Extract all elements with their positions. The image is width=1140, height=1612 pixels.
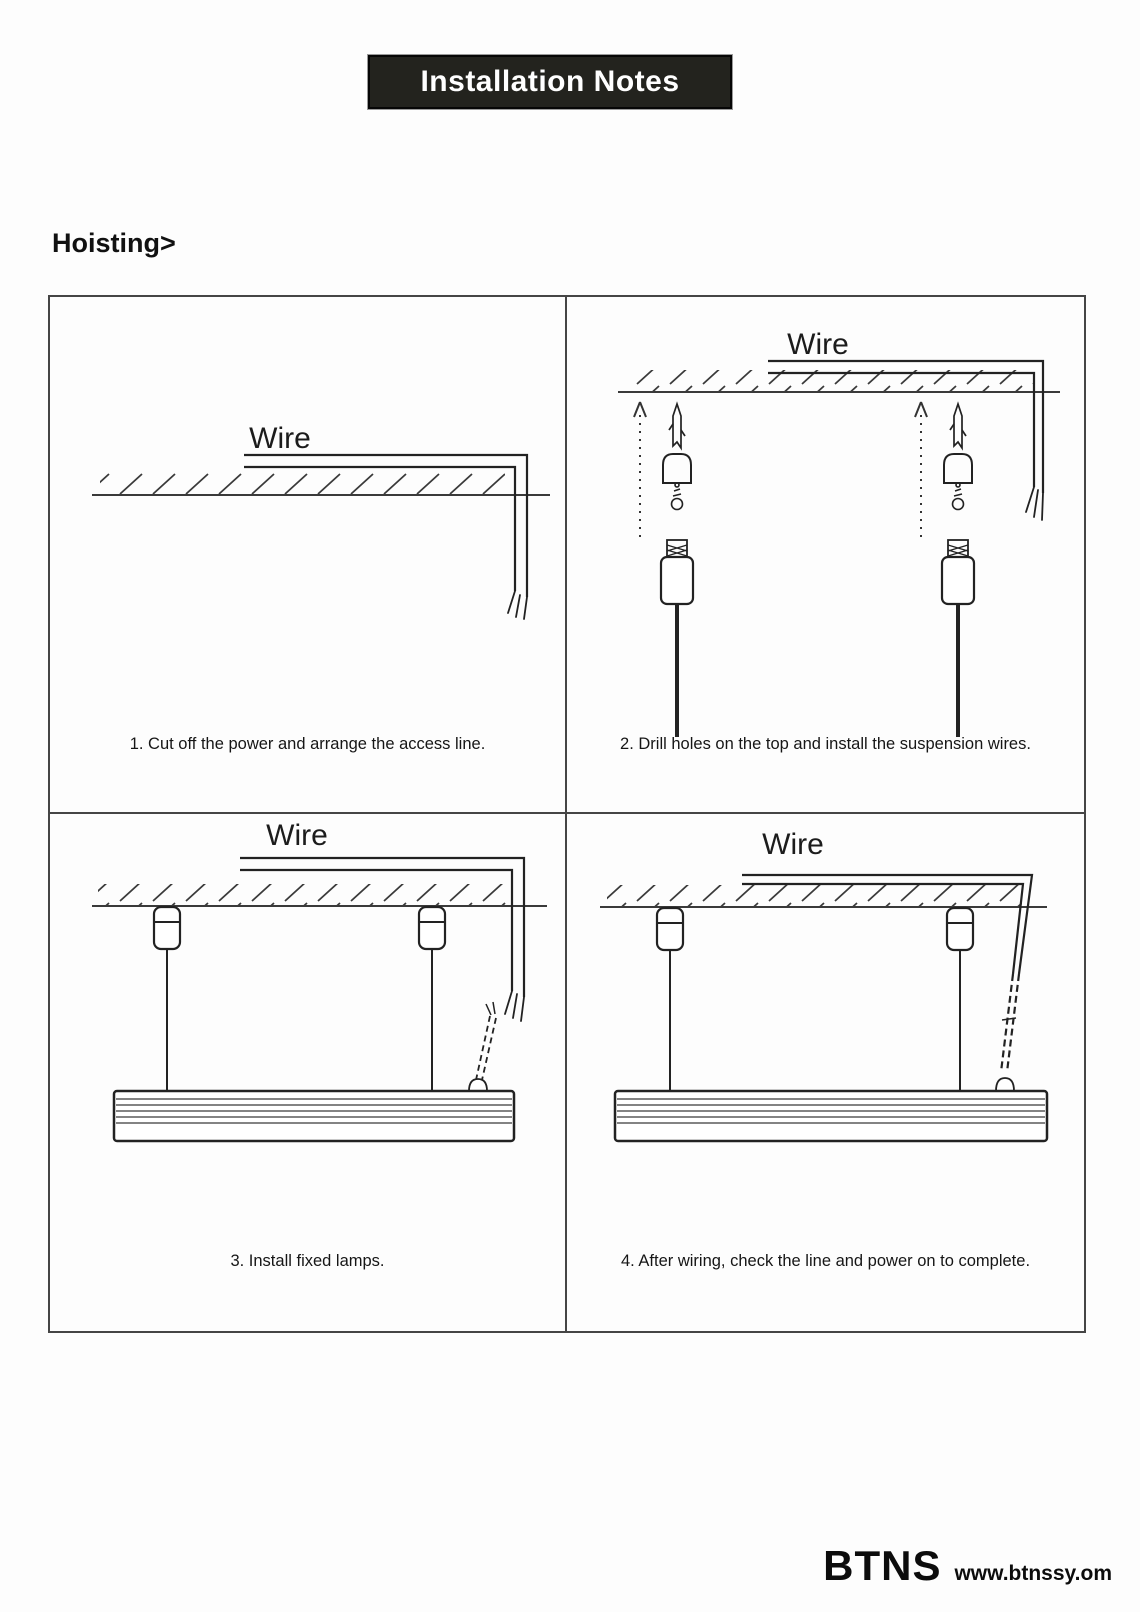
suspension-wire-icon	[661, 540, 693, 737]
panel-2-caption: 2. Drill holes on the top and install the suspension wires.	[620, 735, 1031, 753]
panel-3-caption: 3. Install fixed lamps.	[230, 1252, 385, 1270]
instruction-grid	[48, 295, 1086, 1333]
dome-connector	[469, 1079, 487, 1091]
anchor-screw-icon	[669, 404, 685, 448]
ceiling-hatch	[92, 884, 547, 906]
screw-icon	[672, 483, 683, 510]
arrow-up-icon	[915, 402, 927, 537]
wire-label: Wire	[249, 422, 311, 455]
panel-4-caption: 4. After wiring, check the line and power on to complete.	[620, 1252, 1031, 1270]
dome-connector	[996, 1078, 1014, 1091]
website-url: www.btnssy.om	[954, 1562, 1112, 1585]
ceiling-hatch	[92, 473, 550, 495]
page-title: Installation Notes	[420, 65, 680, 98]
section-heading-hoisting: Hoisting>	[52, 228, 176, 258]
wire-frayed-end	[1026, 487, 1043, 520]
panel-step-1	[50, 297, 567, 814]
panel-step-2	[567, 297, 1084, 814]
screw-icon	[953, 483, 964, 510]
arrow-up-icon	[634, 402, 646, 537]
wire-frayed-end	[508, 591, 527, 619]
lamp-bar	[114, 1091, 514, 1141]
ceiling-hanger-icon	[154, 907, 180, 1091]
anchor-cap-icon	[663, 454, 691, 483]
ceiling-hatch	[600, 885, 1047, 907]
power-wire	[240, 858, 524, 997]
wire-label: Wire	[266, 819, 328, 852]
footer	[823, 1542, 1112, 1590]
wire-label: Wire	[762, 828, 824, 861]
lamp-bar	[615, 1091, 1047, 1141]
panel-1-caption: 1. Cut off the power and arrange the access line.	[129, 735, 486, 753]
brand-logo: BTNS	[823, 1542, 942, 1589]
wire-label: Wire	[787, 328, 849, 361]
ceiling-hanger-icon	[419, 907, 445, 1091]
ceiling-hanger-icon	[947, 908, 973, 1091]
panel-step-3	[50, 814, 567, 1331]
suspension-wire-icon	[942, 540, 974, 737]
anchor-cap-icon	[944, 454, 972, 483]
anchor-screw-icon	[950, 404, 966, 448]
ceiling-hanger-icon	[657, 908, 683, 1091]
wire-frayed-end	[505, 991, 524, 1021]
lamp-input-wire	[469, 1002, 496, 1091]
panel-step-4	[567, 814, 1084, 1331]
page-title-banner	[368, 55, 732, 109]
